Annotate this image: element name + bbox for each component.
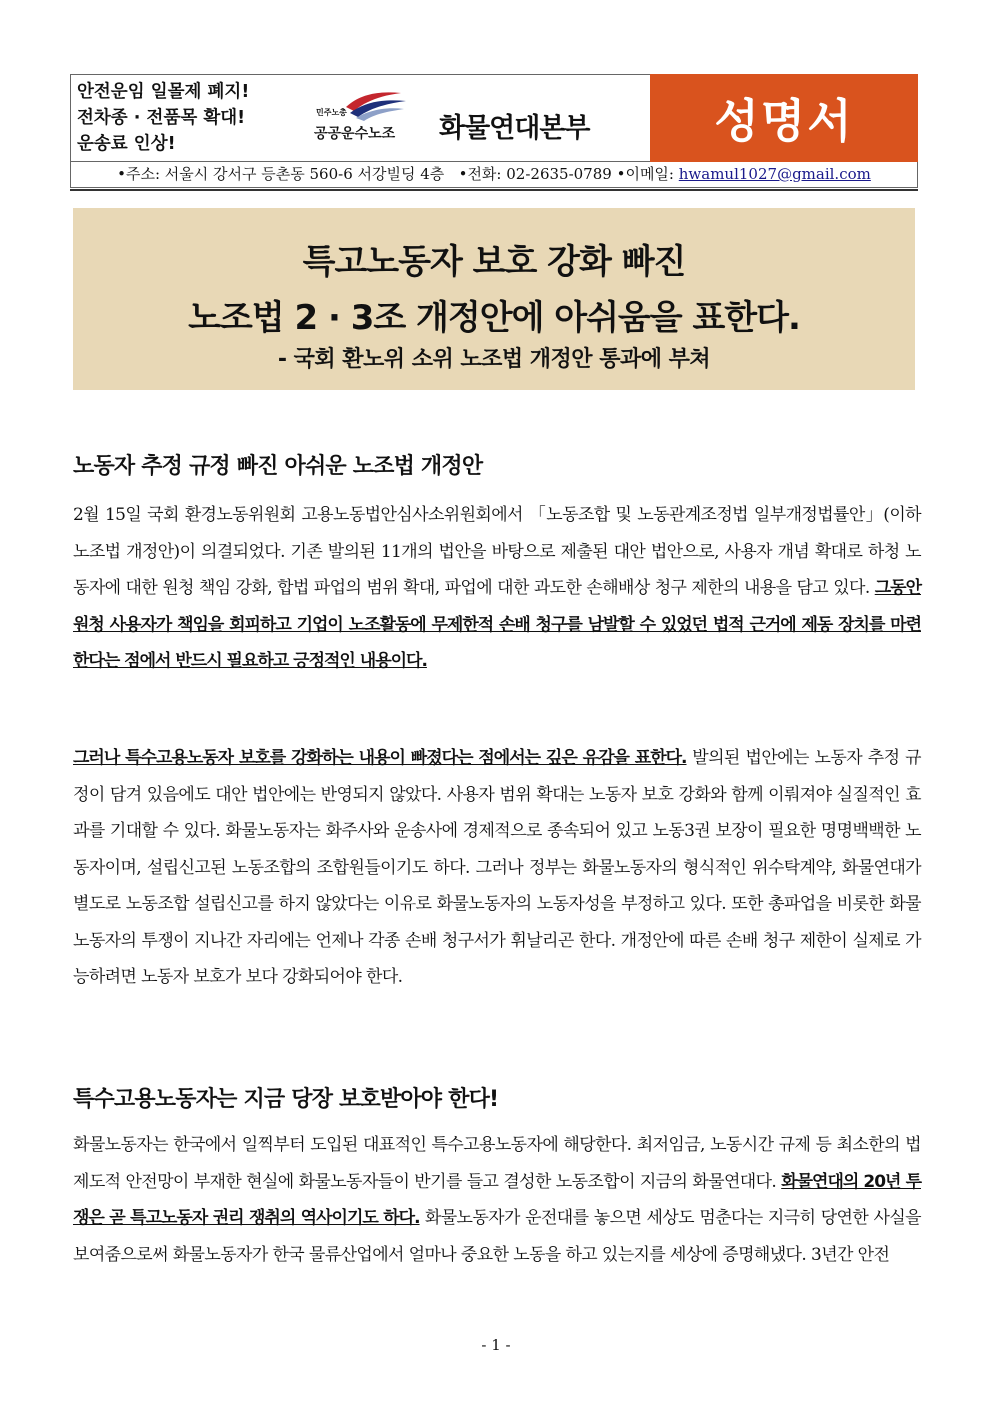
slogan: 안전운임 일몰제 폐지! <box>77 82 250 102</box>
page-number: - 1 - <box>481 1336 511 1354</box>
divider <box>70 189 918 191</box>
phone: •전화: 02-2635-0789 <box>458 165 612 183</box>
title-box <box>73 208 915 390</box>
email-label: •이메일: <box>616 165 674 183</box>
org-name: 화물연대본부 <box>439 113 590 144</box>
section-heading: 노동자 추정 규정 빠진 아쉬운 노조법 개정안 <box>73 454 483 479</box>
section-heading: 특수고용노동자는 지금 당장 보호받아야 한다! <box>73 1087 499 1112</box>
title-line-2: 노조법 2 · 3조 개정안에 아쉬움을 표한다. <box>188 298 800 338</box>
title-line-1: 특고노동자 보호 강화 빠진 <box>302 242 686 282</box>
emphasis-text: 그러나 특수고용노동자 보호를 강화하는 내용이 빠졌다는 점에서는 깊은 유감을 표한다. <box>73 748 687 768</box>
letterhead <box>70 74 918 162</box>
paragraph <box>73 740 921 996</box>
paragraph <box>73 1127 921 1273</box>
slogan: 운송료 인상! <box>77 134 176 154</box>
wave-logo-icon <box>306 85 416 125</box>
logo-small-text: 민주노총 <box>316 108 347 117</box>
email-link[interactable]: hwamul1027@gmail.com <box>678 165 871 183</box>
contact-line <box>70 162 918 188</box>
subtitle: - 국회 환노위 소위 노조법 개정안 통과에 부쳐 <box>277 347 711 372</box>
paragraph-text: 2월 15일 국회 환경노동위원회 고용노동법안심사소위원회에서 「노동조합 및 노동관계조정법 일부개정법률안」(이하 노조법 개정안)이 의결되었다. 기존 발의된 11개의 법안을 바탕으로 제출된 대안 법안으로, 사용자 개념 확대로 하청 노동자에 대한 원청 책임 강화, 합법 파업의 범위 확대, 파업에 대한 과도한 손해배상 청구 제한의 내용을 담고 있다. <box>73 505 921 598</box>
paragraph-text: 화물노동자는 한국에서 일찍부터 도입된 대표적인 특수고용노동자에 해당한다. 최저임금, 노동시간 규제 등 최소한의 법제도적 안전망이 부재한 현실에 화물노동자들이 반기를 들고 결성한 노동조합이 지금의 화물연대다. <box>73 1135 921 1192</box>
statement-badge: 성명서 <box>650 74 918 162</box>
union-logo <box>306 85 416 155</box>
emphasis-text: 화물연대의 20년 투쟁은 곧 특고노동자 권리 쟁취의 역사이기도 하다. <box>73 1171 921 1228</box>
slogans <box>77 79 249 157</box>
paragraph <box>73 497 921 680</box>
logo-main-text: 공공운수노조 <box>314 126 396 142</box>
paragraph-text: 화물노동자가 운전대를 놓으면 세상도 멈춘다는 지극히 당연한 사실을 보여줌으로써 화물노동자가 한국 물류산업에서 얼마나 중요한 노동을 하고 있는지를 세상에 증명해냈다. 3년간 안전 <box>73 1208 921 1265</box>
paragraph-text: 발의된 법안에는 노동자 추정 규정이 담겨 있음에도 대안 법안에는 반영되지 않았다. 사용자 범위 확대는 노동자 보호 강화와 함께 이뤄져야 실질적인 효과를 기대할 수 있다. 화물노동자는 화주사와 운송사에 경제적으로 종속되어 있고 노동3권 보장이 필요한 명명백백한 노동자이며, 설립신고된 노동조합의 조합원들이기도 하다. 그러나 정부는 화물노동자의 형식적인 위수탁계약, 화물연대가 별도로 노동조합 설립신고를 하지 않았다는 이유로 화물노동자의 노동자성을 부정하고 있다. 또한 총파업을 비롯한 화물노동자의 투쟁이 지나간 자리에는 언제나 각종 손배 청구서가 휘날리곤 한다. 개정안에 따른 손배 청구 제한이 실제로 가능하려면 노동자 보호가 보다 강화되어야 한다. <box>73 748 921 987</box>
emphasis-text: 그동안 원청 사용자가 책임을 회피하고 기업이 노조활동에 무제한적 손배 청구를 남발할 수 있었던 법적 근거에 제동 장치를 마련한다는 점에서 반드시 필요하고 긍정적인 내용이다. <box>73 578 921 671</box>
slogan: 전차종 · 전품목 확대! <box>77 108 246 128</box>
address: •주소: 서울시 강서구 등촌동 560-6 서강빌딩 4층 <box>117 165 445 183</box>
